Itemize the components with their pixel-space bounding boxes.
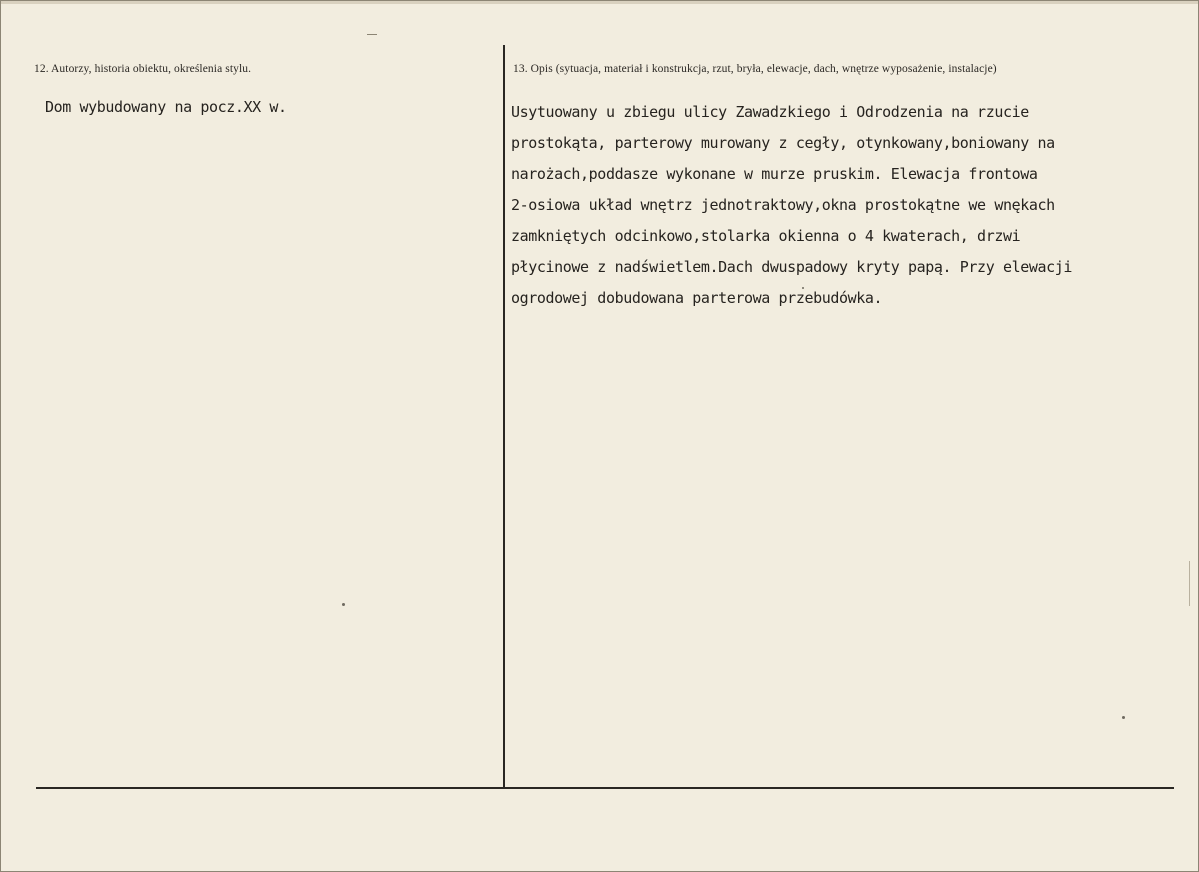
description-line: Usytuowany u zbiegu ulicy Zawadzkiego i Odrodzenia na rzucie <box>511 103 1029 121</box>
description-line: ogrodowej dobudowana parterowa przebudówka. <box>511 289 883 307</box>
bottom-rule <box>36 787 1174 789</box>
column-divider <box>503 45 505 787</box>
field-13-text <box>511 102 1181 319</box>
paper-speck <box>1122 716 1125 719</box>
paper-speck <box>342 603 345 606</box>
card-corner-mark <box>367 34 377 35</box>
description-line: płycinowe z nadświetlem.Dach dwuspadowy kryty papą. Przy elewacji <box>511 258 1072 276</box>
field-13-label: 13. Opis (sytuacja, materiał i konstrukcja, rzut, bryła, elewacje, dach, wnętrze wyposażenie, instalacje) <box>513 63 997 75</box>
field-12-text: Dom wybudowany na pocz.XX w. <box>45 98 287 116</box>
field-12-label: 12. Autorzy, historia obiektu, określenia stylu. <box>34 63 252 75</box>
description-line: zamkniętych odcinkowo,stolarka okienna o 4 kwaterach, drzwi <box>511 227 1021 245</box>
description-line: narożach,poddasze wykonane w murze pruskim. Elewacja frontowa <box>511 165 1038 183</box>
paper-edge-mark <box>1189 561 1190 606</box>
paper-speck <box>802 287 804 289</box>
description-line: 2-osiowa układ wnętrz jednotraktowy,okna prostokątne we wnękach <box>511 196 1055 214</box>
card-top-edge <box>1 1 1198 4</box>
description-line: prostokąta, parterowy murowany z cegły, otynkowany,boniowany na <box>511 134 1055 152</box>
